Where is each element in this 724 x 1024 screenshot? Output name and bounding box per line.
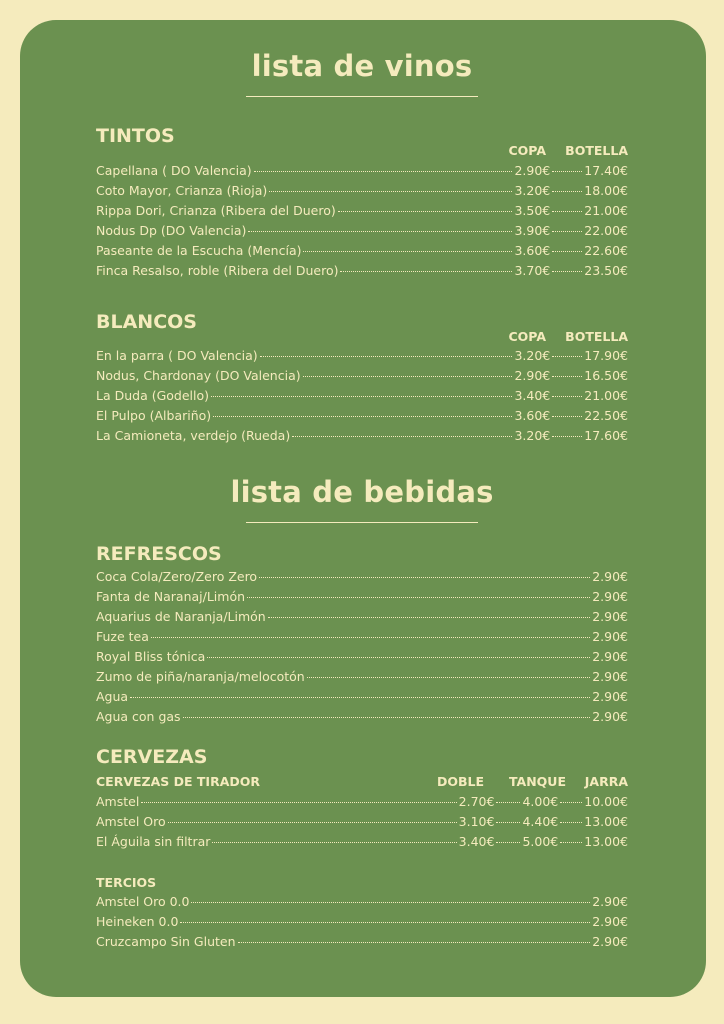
drink-row — [96, 587, 628, 607]
beer-price-tanque: 4.40€ — [522, 814, 559, 829]
drink-price: 2.90€ — [592, 629, 628, 644]
dot-leader — [212, 842, 456, 843]
dot-leader — [552, 436, 582, 437]
beer-row — [96, 832, 628, 852]
dot-leader — [303, 251, 512, 252]
wine-price-botella: 17.40€ — [584, 163, 628, 178]
wine-price-copa: 3.70€ — [514, 263, 551, 278]
wine-row — [96, 426, 628, 446]
wine-row — [96, 386, 628, 406]
drink-row — [96, 687, 628, 707]
dot-leader — [552, 396, 582, 397]
beer-name: El Águila sin filtrar — [96, 834, 211, 849]
beer-price-tanque: 4.00€ — [522, 794, 559, 809]
drink-name: Fuze tea — [96, 629, 149, 644]
drink-row — [96, 932, 628, 952]
dot-leader — [213, 416, 512, 417]
wine-price-botella: 18.00€ — [584, 183, 628, 198]
wine-row — [96, 161, 628, 181]
beer-row — [96, 812, 628, 832]
dot-leader — [168, 822, 457, 823]
dot-leader — [303, 376, 513, 377]
wine-row — [96, 221, 628, 241]
dot-leader — [552, 191, 582, 192]
drink-row — [96, 912, 628, 932]
drink-name: Cruzcampo Sin Gluten — [96, 934, 236, 949]
wine-name: En la parra ( DO Valencia) — [96, 348, 258, 363]
dot-leader — [130, 697, 590, 698]
drink-price: 2.90€ — [592, 689, 628, 704]
drink-price: 2.90€ — [592, 569, 628, 584]
beer-name: Amstel Oro — [96, 814, 166, 829]
blancos-heading: BLANCOS — [96, 311, 197, 333]
dot-leader — [496, 842, 520, 843]
dot-leader — [238, 942, 591, 943]
tintos-col-botella: BOTELLA — [565, 143, 628, 158]
wine-row — [96, 201, 628, 221]
beer-name: Amstel — [96, 794, 140, 809]
wine-row — [96, 241, 628, 261]
dot-leader — [247, 597, 590, 598]
col-doble: DOBLE — [436, 774, 484, 789]
wine-price-copa: 3.20€ — [514, 348, 551, 363]
dot-leader — [552, 376, 582, 377]
dot-leader — [254, 171, 513, 172]
dot-leader — [260, 356, 513, 357]
dot-leader — [496, 802, 520, 803]
wine-name: Rippa Dori, Crianza (Ribera del Duero) — [96, 203, 336, 218]
drink-price: 2.90€ — [592, 649, 628, 664]
wine-price-botella: 16.50€ — [584, 368, 628, 383]
drink-row — [96, 607, 628, 627]
dot-leader — [141, 802, 456, 803]
blancos-col-copa: COPA — [508, 329, 546, 344]
dot-leader — [180, 922, 590, 923]
wine-price-botella: 22.00€ — [584, 223, 628, 238]
col-jarra: JARRA — [584, 774, 628, 789]
wine-row — [96, 406, 628, 426]
dot-leader — [268, 617, 590, 618]
tirador-heading: CERVEZAS DE TIRADOR — [96, 774, 261, 789]
drinks-list-title: lista de bebidas — [230, 475, 494, 509]
drink-price: 2.90€ — [592, 669, 628, 684]
wine-price-botella: 22.50€ — [584, 408, 628, 423]
wine-price-botella: 23.50€ — [584, 263, 628, 278]
dot-leader — [207, 657, 590, 658]
beer-price-tanque: 5.00€ — [522, 834, 559, 849]
drink-name: Agua — [96, 689, 129, 704]
blancos-col-botella: BOTELLA — [565, 329, 628, 344]
dot-leader — [496, 822, 520, 823]
wine-name: Capellana ( DO Valencia) — [96, 163, 252, 178]
dot-leader — [560, 842, 582, 843]
dot-leader — [248, 231, 512, 232]
drink-row — [96, 667, 628, 687]
beer-price-jarra: 13.00€ — [584, 814, 628, 829]
dot-leader — [259, 577, 590, 578]
wine-row — [96, 366, 628, 386]
dot-leader — [340, 271, 512, 272]
drink-price: 2.90€ — [592, 894, 628, 909]
wine-price-botella: 21.00€ — [584, 203, 628, 218]
wine-row — [96, 261, 628, 281]
tercios-heading: TERCIOS — [96, 875, 157, 890]
wine-title-divider — [246, 96, 478, 97]
wine-price-copa: 3.60€ — [514, 243, 551, 258]
wine-row — [96, 346, 628, 366]
beer-price-jarra: 13.00€ — [584, 834, 628, 849]
wine-price-copa: 2.90€ — [514, 163, 551, 178]
beer-price-doble: 2.70€ — [458, 794, 495, 809]
dot-leader — [307, 677, 590, 678]
dot-leader — [338, 211, 513, 212]
drink-name: Fanta de Naranaj/Limón — [96, 589, 246, 604]
dot-leader — [552, 231, 582, 232]
drink-name: Royal Bliss tónica — [96, 649, 206, 664]
wine-price-copa: 3.60€ — [514, 408, 551, 423]
drink-name: Zumo de piña/naranja/melocotón — [96, 669, 305, 684]
drink-name: Amstel Oro 0.0 — [96, 894, 190, 909]
drink-row — [96, 647, 628, 667]
wine-price-botella: 21.00€ — [584, 388, 628, 403]
wine-name: Nodus Dp (DO Valencia) — [96, 223, 247, 238]
drinks-title-divider — [246, 522, 478, 523]
dot-leader — [292, 436, 512, 437]
drink-row — [96, 892, 628, 912]
drink-price: 2.90€ — [592, 709, 628, 724]
wine-name: Nodus, Chardonay (DO Valencia) — [96, 368, 301, 383]
drink-price: 2.90€ — [592, 589, 628, 604]
wine-price-copa: 3.90€ — [514, 223, 551, 238]
wine-price-copa: 3.40€ — [514, 388, 551, 403]
drink-name: Coca Cola/Zero/Zero Zero — [96, 569, 258, 584]
wine-name: El Pulpo (Albariño) — [96, 408, 212, 423]
beer-row — [96, 792, 628, 812]
tintos-heading: TINTOS — [96, 125, 175, 147]
wine-name: La Camioneta, verdejo (Rueda) — [96, 428, 291, 443]
dot-leader — [552, 271, 582, 272]
tintos-col-copa: COPA — [508, 143, 546, 158]
drink-row — [96, 627, 628, 647]
dot-leader — [211, 396, 512, 397]
wine-price-botella: 17.60€ — [584, 428, 628, 443]
beer-price-doble: 3.40€ — [458, 834, 495, 849]
wine-list-title: lista de vinos — [251, 49, 473, 83]
dot-leader — [552, 171, 582, 172]
dot-leader — [552, 416, 582, 417]
drink-row — [96, 567, 628, 587]
dot-leader — [552, 356, 582, 357]
wine-name: La Duda (Godello) — [96, 388, 210, 403]
dot-leader — [552, 211, 582, 212]
drink-row — [96, 707, 628, 727]
drink-price: 2.90€ — [592, 914, 628, 929]
wine-price-botella: 22.60€ — [584, 243, 628, 258]
drink-price: 2.90€ — [592, 609, 628, 624]
dot-leader — [560, 822, 582, 823]
drink-price: 2.90€ — [592, 934, 628, 949]
dot-leader — [191, 902, 590, 903]
wine-name: Coto Mayor, Crianza (Rioja) — [96, 183, 268, 198]
cervezas-heading: CERVEZAS — [96, 746, 208, 768]
drink-name: Agua con gas — [96, 709, 181, 724]
drink-name: Aquarius de Naranja/Limón — [96, 609, 266, 624]
wine-price-copa: 3.20€ — [514, 428, 551, 443]
col-tanque: TANQUE — [508, 774, 566, 789]
wine-name: Finca Resalso, roble (Ribera del Duero) — [96, 263, 339, 278]
beer-price-doble: 3.10€ — [458, 814, 495, 829]
wine-price-copa: 3.50€ — [514, 203, 551, 218]
dot-leader — [269, 191, 512, 192]
refrescos-heading: REFRESCOS — [96, 543, 222, 565]
dot-leader — [552, 251, 582, 252]
dot-leader — [183, 717, 591, 718]
wine-price-copa: 3.20€ — [514, 183, 551, 198]
wine-price-copa: 2.90€ — [514, 368, 551, 383]
beer-price-jarra: 10.00€ — [584, 794, 628, 809]
dot-leader — [560, 802, 582, 803]
drink-name: Heineken 0.0 — [96, 914, 179, 929]
wine-row — [96, 181, 628, 201]
wine-price-botella: 17.90€ — [584, 348, 628, 363]
dot-leader — [151, 637, 590, 638]
wine-name: Paseante de la Escucha (Mencía) — [96, 243, 302, 258]
